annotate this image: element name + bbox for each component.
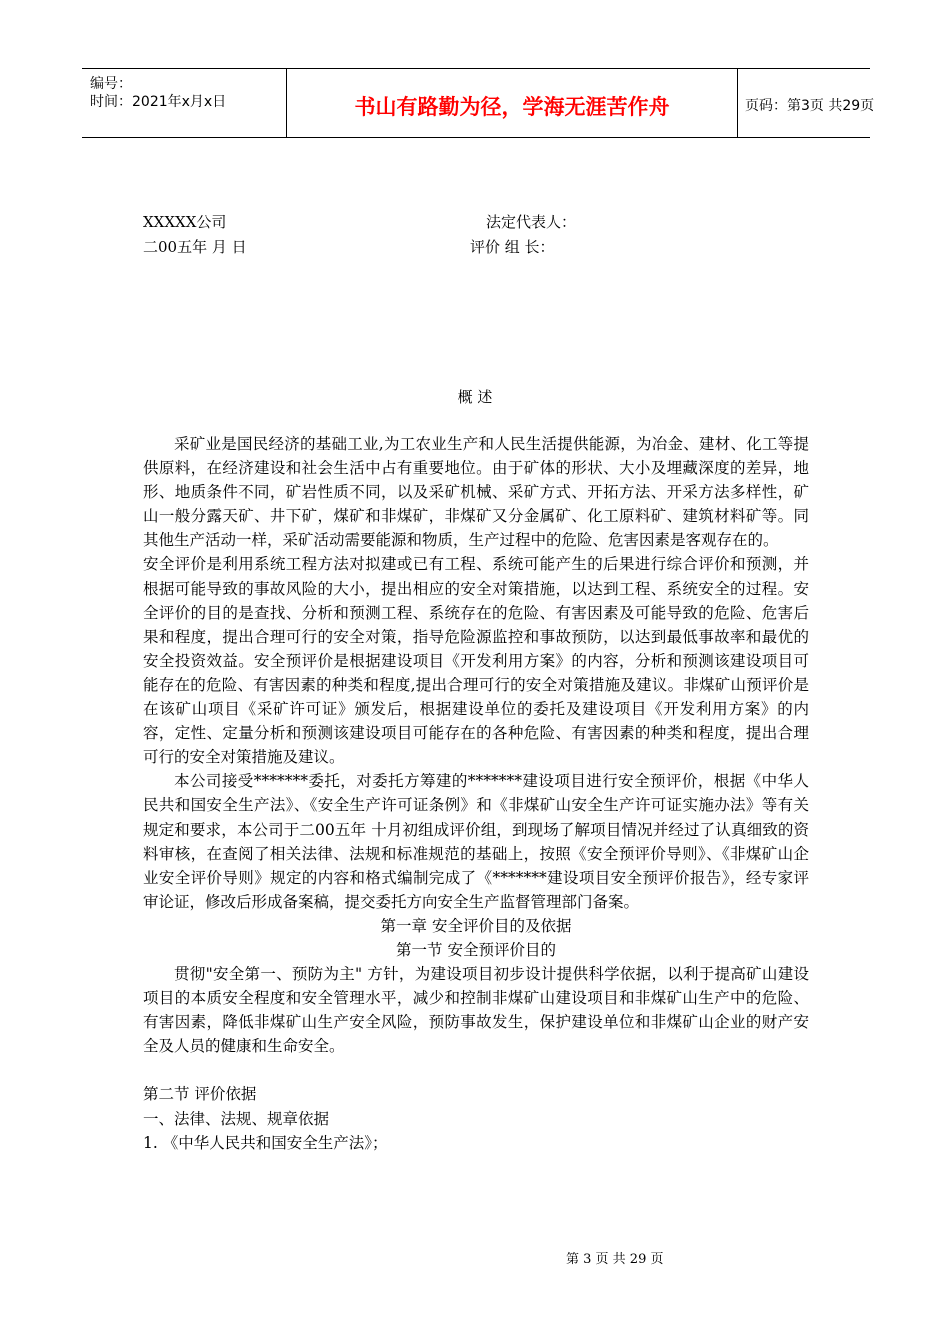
chapter-heading: 第一章 安全评价目的及依据 <box>380 916 572 935</box>
document-time-label: 时间：2021年x月x日 <box>90 94 227 110</box>
body-paragraph: 贯彻"安全第一、预防为主" 方针，为建设项目初步设计提供科学依据，以利于提高矿山建设项目的本质安全程度和安全管理水平，减少和控制非煤矿山建设项目和非煤矿山生产中的危险、有害因素，降低非煤矿山生产安全风险，预防事故发生，保护建设单位和非煤矿山企业的财产安全及人员的健康和生命安全。 <box>143 965 809 1056</box>
header-motto-cell <box>286 69 738 137</box>
spacer <box>143 1058 809 1082</box>
section-heading: 第二节 评价依据 <box>143 1085 257 1104</box>
header-motto: 书山有路勤为径，学海无涯苦作舟 <box>354 95 670 119</box>
body-paragraph: 本公司接受*******委托，对委托方筹建的*******建设项目进行安全预评价，根据《中华人民共和国安全生产法》、《安全生产许可证条例》和《非煤矿山安全生产许可证实施办法》等有关规定和要求，本公司于二00五年 十月初组成评价组，到现场了解项目情况并经过了认真细致的资料审核，在查阅了相关法律、法规和标准规范的基础上，按照《安全预评价导则》、《非煤矿山企业安全评价导则》规定的内容和格式编制完成了《*******建设项目安全预评价报告》，经专家评审论证，修改后形成备案稿，提交委托方向安全生产监督管理部门备案。 <box>143 772 809 911</box>
subsection-heading: 一、法律、法规、规章依据 <box>143 1109 330 1128</box>
page-footer: 第 3 页 共 29 页 <box>566 1252 664 1267</box>
signature-date: 二00五年 月 日 <box>143 238 247 256</box>
signature-team-leader: 评价 组 长： <box>470 238 555 256</box>
document-code-label: 编号： <box>90 76 132 92</box>
signature-legal-rep: 法定代表人： <box>486 213 577 231</box>
section-heading: 第一节 安全预评价目的 <box>396 940 556 959</box>
signature-company: XXXXX公司 <box>143 213 227 231</box>
document-body <box>143 432 809 1155</box>
list-item: 1. 《中华人民共和国安全生产法》； <box>143 1133 388 1152</box>
body-paragraph: 安全评价是利用系统工程方法对拟建或已有工程、系统可能产生的后果进行综合评价和预测，并根据可能导致的事故风险的大小，提出相应的安全对策措施，以达到工程、系统安全的过程。安全评价的目的是查找、分析和预测工程、系统存在的危险、有害因素及可能导致的危险、危害后果和程度，提出合理可行的安全对策，指导危险源监控和事故预防，以达到最低事故率和最优的安全投资效益。安全预评价是根据建设项目《开发利用方案》的内容，分析和预测该建设项目可能存在的危险、有害因素的种类和程度,提出合理可行的安全对策措施及建议。非煤矿山预评价是在该矿山项目《采矿许可证》颁发后，根据建设单位的委托及建设项目《开发利用方案》的内容，定性、定量分析和预测该建设项目可能存在的各种危险、有害因素的种类和程度，提出合理可行的安全对策措施及建议。 <box>143 555 809 767</box>
header-page-number: 页码：第3页 共29页 <box>745 98 875 114</box>
header-meta-cell <box>82 69 286 137</box>
overview-title: 概 述 <box>457 388 493 406</box>
header-page-cell <box>737 69 875 137</box>
body-paragraph: 采矿业是国民经济的基础工业,为工农业生产和人民生活提供能源，为冶金、建材、化工等提供原料，在经济建设和社会生活中占有重要地位。由于矿体的形状、大小及埋藏深度的差异，地形、地质条件不同，矿岩性质不同，以及采矿机械、采矿方式、开拓方法、开采方法多样性，矿山一般分露天矿、井下矿，煤矿和非煤矿，非煤矿又分金属矿、化工原料矿、建筑材料矿等。同其他生产活动一样，采矿活动需要能源和物质，生产过程中的危险、危害因素是客观存在的。 <box>143 435 809 550</box>
page-header <box>82 68 875 138</box>
